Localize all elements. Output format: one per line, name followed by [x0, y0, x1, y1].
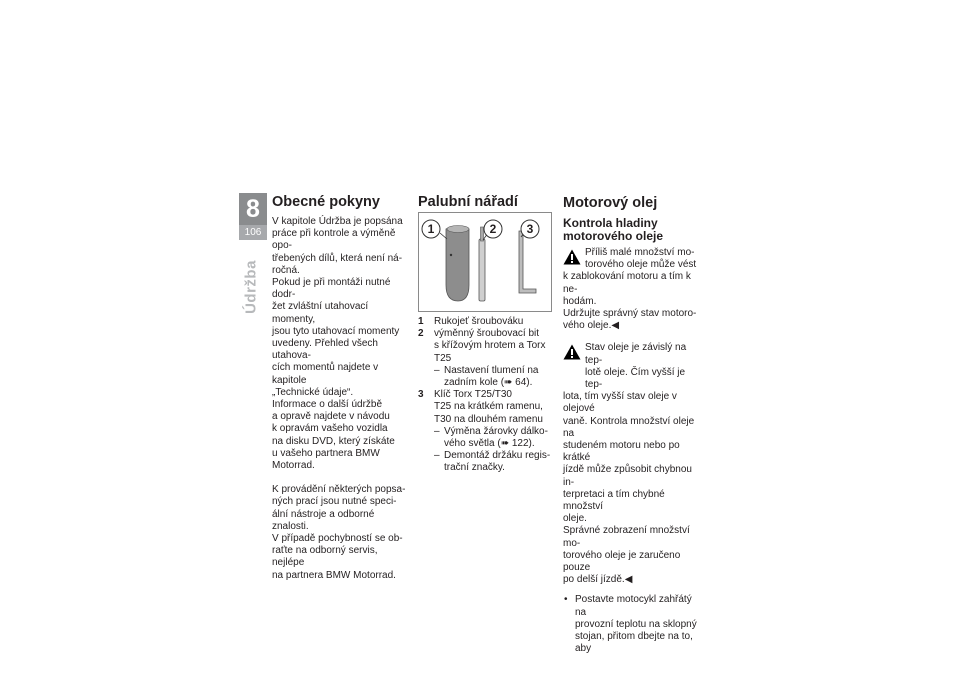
general-notes-heading: Obecné pokyny — [272, 194, 380, 210]
callout-3: 3 — [526, 222, 534, 236]
chapter-title-vertical — [227, 252, 277, 322]
callout-2: 2 — [489, 222, 497, 236]
torx-key-icon — [519, 231, 536, 293]
general-notes-section — [272, 194, 407, 582]
warning-2-text: lota, tím vyšší stav oleje v olejové vaně. Kontrola množství oleje na studeném motoru nebo po krátké jízdě může způsobit chybnou in- terpretaci a tím chybné množství oleje. Správné zobrazení množství mo- torového oleje je zaručeno pouze po delší jízdě.◀ — [563, 391, 695, 586]
oil-level-subheading: Kontrola hladiny motorového oleje — [563, 216, 664, 243]
instruction-text: Postavte motocykl zahřátý na provozní teplotu na sklopný stojan, přitom dbejte na to, aby — [575, 594, 697, 655]
tools-illustration — [419, 213, 551, 311]
legend-item — [418, 389, 553, 426]
warning-1-text: k zablokování motoru a tím k ne- hodám. Udržujte správný stav motoro- vého oleje.◀ — [563, 271, 697, 332]
legend-item-text: Rukojeť šroubováku — [434, 316, 524, 327]
general-notes-paragraph-2: K provádění některých popsa- ných prací jsou nutné speci- ální nástroje a odborné znalosti. V případě pochybností se ob- raťte na odborný servis, nejlépe na partnera BMW Motorrad. — [272, 484, 406, 581]
chapter-number: 8 — [239, 193, 267, 225]
legend-item-text: Klíč Torx T25/T30 T25 na krátkém ramenu, T30 na dlouhém ramenu — [434, 389, 543, 425]
warning-block-1 — [563, 247, 703, 332]
legend-item-number: 2 — [418, 328, 424, 340]
screwdriver-bit-icon — [479, 239, 485, 301]
legend-subitem — [418, 426, 553, 450]
onboard-tools-figure — [418, 212, 552, 312]
screwdriver-handle-icon — [446, 226, 469, 301]
bullet-marker: • — [564, 594, 568, 606]
dash-marker: – — [434, 425, 440, 437]
tools-legend — [418, 316, 553, 475]
legend-subitem-text: Výměna žárovky dálko- vého světla (➠ 122). — [444, 425, 548, 450]
warning-2-lead: Stav oleje je závislý na tep- lotě oleje. Čím vyšší je tep- — [585, 342, 687, 391]
legend-item-text: výměnný šroubovací bit s křížovým hrotem a Torx T25 — [434, 328, 546, 364]
dash-marker: – — [434, 450, 440, 462]
legend-item — [418, 316, 553, 328]
legend-subitem — [418, 450, 553, 474]
warning-icon — [563, 344, 581, 365]
onboard-tools-heading-wrap — [418, 194, 553, 210]
warning-1-lead: Příliš malé množství mo- torového oleje může vést — [585, 247, 697, 271]
chapter-title: Údržba — [242, 260, 260, 314]
warning-block-2 — [563, 342, 703, 586]
engine-oil-section — [563, 195, 703, 656]
warning-icon — [563, 249, 581, 270]
legend-item-number: 1 — [418, 316, 424, 327]
general-notes-paragraph-1: V kapitole Údržba je popsána práce při kontrole a výměně opo- třebených dílů, která není ná- ročná. Pokud je při montáži nutné dodr- žet zvláštní utahovací momenty, jsou tyto utahovací momenty uvedeny. Přehled všech utahova- cích momentů najdete v kapitole „Technické údaje“. Informace o další údržbě a opravě najdete v návodu k opravám vašeho vozidla na disku DVD, který získáte u vašeho partnera BMW Motorrad. — [272, 216, 403, 472]
legend-item — [418, 328, 553, 365]
onboard-tools-heading: Palubní nářadí — [418, 194, 518, 210]
dash-marker: – — [434, 364, 440, 376]
page-number: 106 — [239, 225, 267, 240]
instruction-bullet — [563, 594, 703, 655]
legend-item-number: 3 — [418, 389, 424, 401]
legend-subitem — [418, 365, 553, 389]
engine-oil-heading: Motorový olej — [563, 195, 658, 211]
legend-subitem-text: Demontáž držáku regis- trační značky. — [444, 450, 551, 474]
legend-subitem-text: Nastavení tlumení na zadním kole (➠ 64). — [444, 364, 539, 389]
callout-1: 1 — [427, 222, 435, 236]
